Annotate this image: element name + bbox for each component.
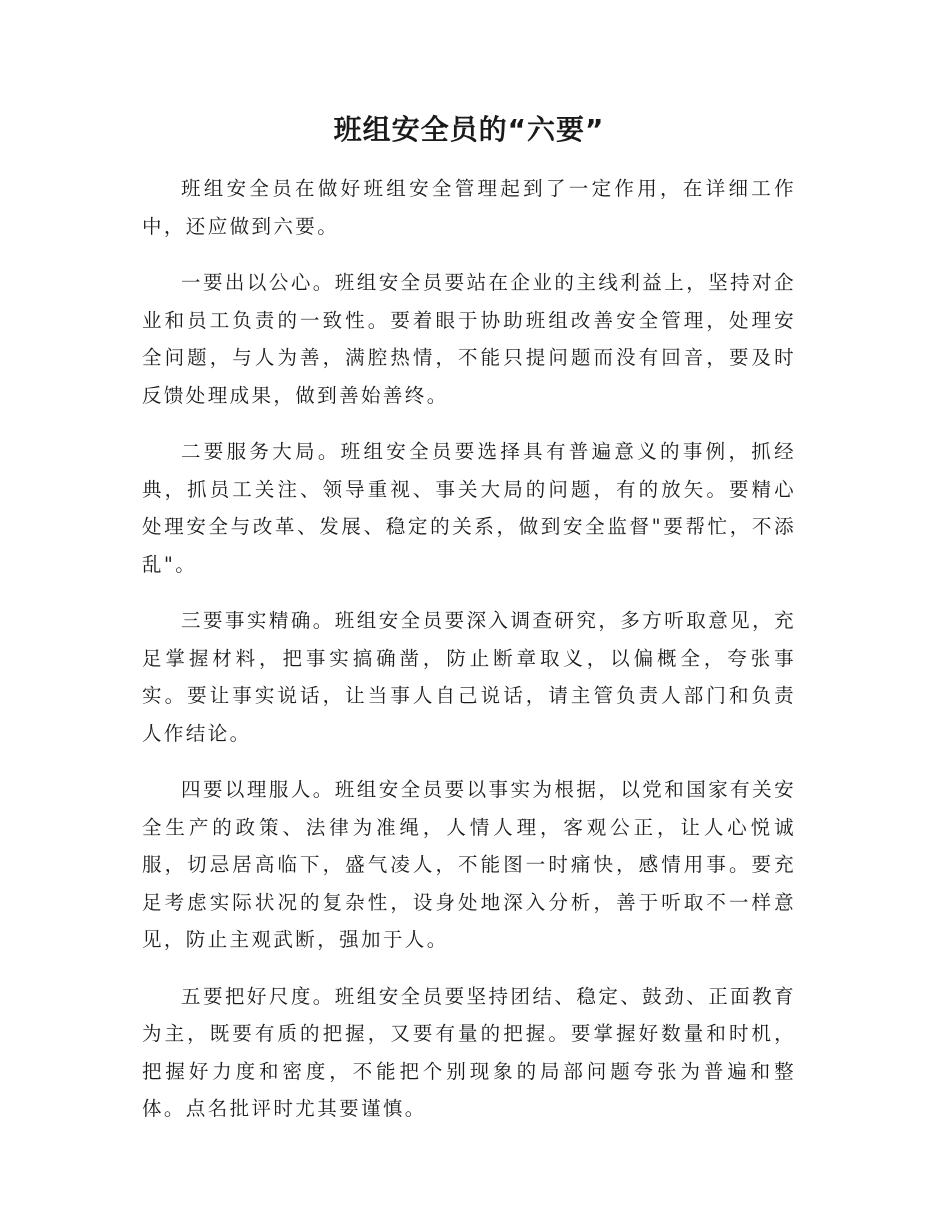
document-page [142,112,796,1147]
document-title: 班组安全员的“六要” [333,113,605,146]
paragraph-point-2: 二要服务大局。班组安全员要选择具有普遍意义的事例，抓经典，抓员工关注、领导重视、事关大局的问题，有的放矢。要精心处理安全与改革、发展、稳定的关系，做到安全监督"要帮忙，不添乱"。 [142,440,796,576]
paragraph-point-4: 四要以理服人。班组安全员要以事实为根据，以党和国家有关安全生产的政策、法律为准绳，人情人理，客观公正，让人心悦诚服，切忌居高临下，盛气凌人，不能图一时痛快，感情用事。要充足考虑实际状况的复杂性，设身处地深入分析，善于听取不一样意见，防止主观武断，强加于人。 [142,778,796,952]
paragraph-point-5: 五要把好尺度。班组安全员要坚持团结、稳定、鼓劲、正面教育为主，既要有质的把握，又要有量的把握。要掌握好数量和时机，把握好力度和密度，不能把个别现象的局部问题夸张为普遍和整体。点名批评时尤其要谨慎。 [142,984,796,1121]
paragraph-intro: 班组安全员在做好班组安全管理起到了一定作用，在详细工作中，还应做到六要。 [142,177,796,238]
paragraph-point-3: 三要事实精确。班组安全员要深入调查研究，多方听取意见，充足掌握材料，把事实搞确凿，防止断章取义，以偏概全，夸张事实。要让事实说话，让当事人自己说话，请主管负责人部门和负责人作结论。 [142,609,796,745]
paragraph-point-1: 一要出以公心。班组安全员要站在企业的主线利益上，坚持对企业和员工负责的一致性。要着眼于协助班组改善安全管理，处理安全问题，与人为善，满腔热情，不能只提问题而没有回音，要及时反馈处理成果，做到善始善终。 [142,271,796,407]
